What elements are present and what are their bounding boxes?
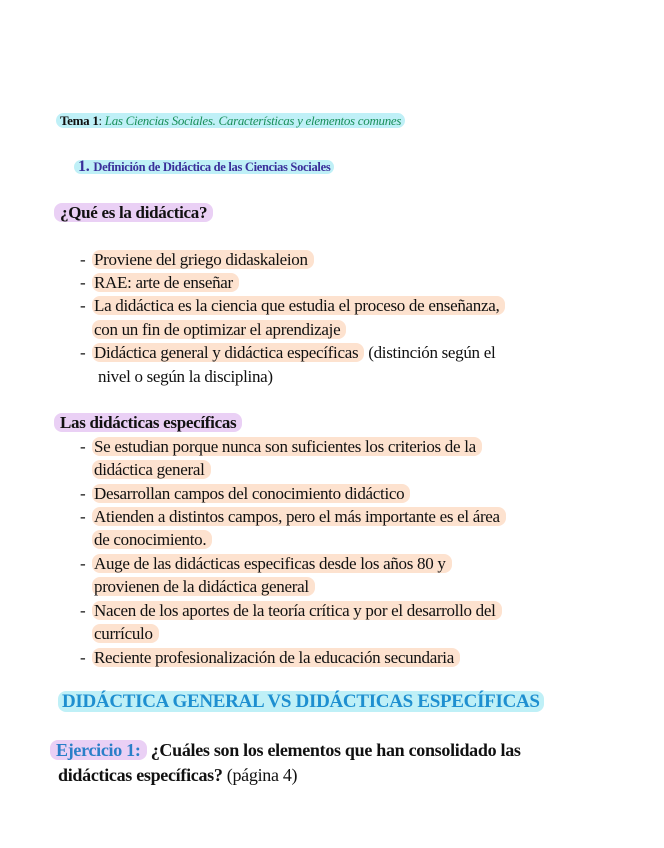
exercise-page-ref: (página 4) [226,765,298,785]
list-item-continuation: de conocimiento. [92,530,212,550]
definition-highlight [74,160,334,174]
list-item: - Proviene del griego didaskaleion [80,250,314,270]
list-item-continuation: didáctica general [92,460,211,480]
heading-especificas-text: Las didácticas específicas [54,413,242,432]
exercise-question: ¿Cuáles son los elementos que han consolidado las [150,740,521,760]
section-number: 1. [78,158,90,175]
topic-highlight [56,113,405,128]
section-definition [74,158,334,176]
list-item: - Reciente profesionalización de la educación secundaria [80,648,460,668]
heading-que-es-text: ¿Qué es la didáctica? [54,203,213,222]
list-item: - Didáctica general y didáctica específicas (distinción según el [80,343,496,362]
list-item: - Nacen de los aportes de la teoría crítica y por el desarrollo del [80,601,502,621]
list-item: - Se estudian porque nunca son suficientes los criterios de la [80,437,482,457]
comparison-heading [58,691,544,713]
list-item: - Desarrollan campos del conocimiento didáctico [80,484,410,504]
list-item-continuation: nivel o según la disciplina) [98,367,273,386]
exercise-line-1 [50,740,521,761]
exercise-line-2 [58,765,297,786]
list-item: - Auge de las didácticas especificas desde los años 80 y [80,554,452,574]
list-item: - RAE: arte de enseñar [80,273,239,293]
section-title: Definición de Didáctica de las Ciencias Sociales [93,160,331,174]
topic-label: Tema 1 [60,113,99,128]
topic-header [56,113,405,129]
topic-title: Las Ciencias Sociales. Características y elementos comunes [104,113,402,128]
exercise-label: Ejercicio 1: [50,740,147,760]
exercise-question-end: didácticas específicas? [58,765,223,785]
list-item: - La didáctica es la ciencia que estudia el proceso de enseñanza, [80,296,505,316]
comparison-heading-text: DIDÁCTICA GENERAL VS DIDÁCTICAS ESPECÍFICAS [58,691,544,712]
list-item-continuation: provienen de la didáctica general [92,577,315,597]
list-item: - Atienden a distintos campos, pero el más importante es el área [80,507,506,527]
list-item-continuation: con un fin de optimizar el aprendizaje [92,320,346,340]
topic-colon: : [98,113,102,128]
heading-que-es [54,203,213,223]
heading-especificas [54,413,242,433]
list-item-continuation: currículo [92,624,159,644]
